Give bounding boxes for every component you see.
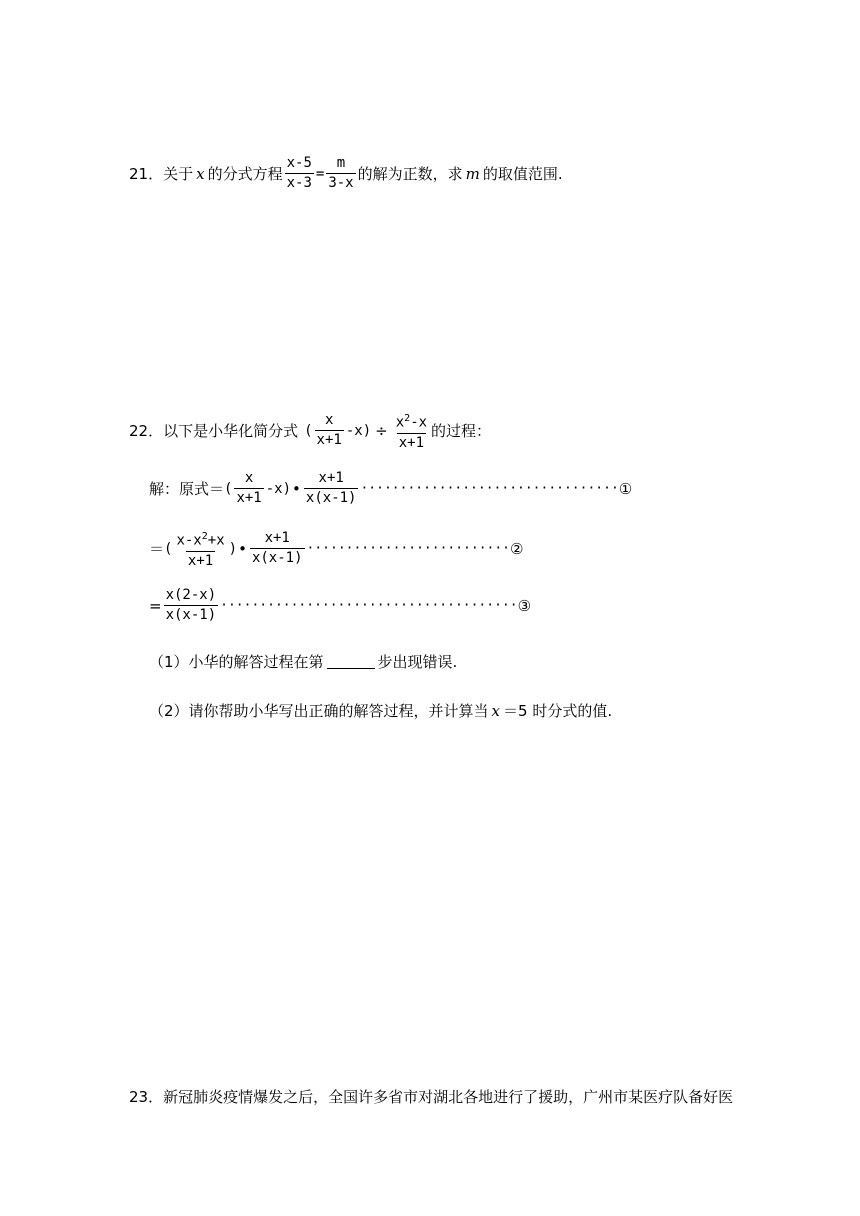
leader-dots: ·························· <box>306 541 511 557</box>
step-marker: ③ <box>517 596 532 615</box>
question-text: 关于 <box>163 165 194 183</box>
fraction <box>285 155 314 192</box>
question-22 <box>129 410 491 452</box>
question-number: 23． <box>129 1088 164 1106</box>
sub-question-text: 步出现错误. <box>377 653 458 671</box>
leader-dots: ······································ <box>220 598 518 613</box>
numerator: x <box>324 412 334 429</box>
variable-m: m <box>465 164 480 183</box>
exponent: 2 <box>201 531 208 542</box>
sub-question-2 <box>149 700 612 721</box>
paren-left: ( <box>224 480 233 497</box>
sub-question-1 <box>149 651 457 672</box>
numerator: x <box>244 470 254 486</box>
divide-sign: ÷ <box>375 421 388 440</box>
variable-x: x <box>196 164 205 183</box>
fraction <box>304 470 359 507</box>
denominator: x(x-1) <box>251 550 303 567</box>
question-text: 的解为正数，求 <box>357 165 463 183</box>
numerator-part: -x <box>410 414 428 431</box>
exponent: 2 <box>404 413 411 424</box>
multiply-dot: • <box>292 479 301 498</box>
question-text: 的取值范围. <box>482 165 563 183</box>
sub-question-text: （1）小华的解答过程在第 <box>149 653 324 671</box>
denominator: x(x-1) <box>305 490 357 506</box>
numerator-part: +x <box>207 532 225 549</box>
step-label: 解：原式＝ <box>149 480 225 498</box>
fraction <box>234 470 263 507</box>
question-text: 新冠肺炎疫情爆发之后，全国许多省市对湖北各地进行了援助，广州市某医疗队备好医 <box>163 1088 734 1106</box>
sub-question-text: ＝5 时分式的值. <box>503 702 613 720</box>
fraction <box>250 530 305 567</box>
question-number: 22． <box>129 422 164 441</box>
step-label: = <box>149 596 162 615</box>
denominator: 3-x <box>328 175 354 191</box>
leader-dots: ································· <box>360 481 619 496</box>
numerator: x-5 <box>286 155 312 171</box>
question-text: 以下是小华化简分式 <box>163 422 299 441</box>
denominator: x+1 <box>398 434 425 451</box>
fraction <box>326 155 355 192</box>
question-number: 21． <box>129 165 164 183</box>
numerator: x(2-x) <box>165 587 217 603</box>
fraction <box>174 528 226 570</box>
expression-part: -x) <box>345 422 372 439</box>
variable-x: x <box>491 701 501 720</box>
numerator-part: x-x <box>176 532 202 549</box>
denominator: x-3 <box>286 175 312 191</box>
step-marker: ② <box>510 539 524 558</box>
numerator: m <box>336 155 346 171</box>
fraction <box>315 412 344 449</box>
expression-part: -x) <box>265 480 292 497</box>
numerator: x+1 <box>264 530 290 547</box>
solution-step-1 <box>149 470 632 507</box>
denominator: x+1 <box>236 490 262 506</box>
numerator <box>394 410 429 433</box>
step-label: ＝ <box>149 540 165 559</box>
paren-left: ( <box>164 540 173 557</box>
question-23 <box>129 1086 733 1107</box>
question-text: 的分式方程 <box>207 165 283 183</box>
denominator: x+1 <box>187 552 214 569</box>
question-text: 的过程： <box>431 422 492 441</box>
numerator: x+1 <box>318 470 344 486</box>
fraction <box>164 587 219 624</box>
answer-blank[interactable] <box>327 654 375 669</box>
fraction <box>394 410 429 452</box>
sub-question-text: （2）请你帮助小华写出正确的解答过程，并计算当 <box>149 702 489 720</box>
question-21 <box>129 155 563 192</box>
solution-step-3 <box>149 587 531 624</box>
paren-left: ( <box>304 422 313 439</box>
denominator: x(x-1) <box>165 607 217 623</box>
multiply-dot: • <box>238 539 247 558</box>
numerator <box>174 528 226 551</box>
step-marker: ① <box>618 479 633 498</box>
equals-sign: = <box>315 165 325 182</box>
paren-right: ) <box>228 540 238 557</box>
numerator-part: x <box>395 414 405 431</box>
solution-step-2 <box>149 528 523 570</box>
denominator: x+1 <box>316 432 342 449</box>
